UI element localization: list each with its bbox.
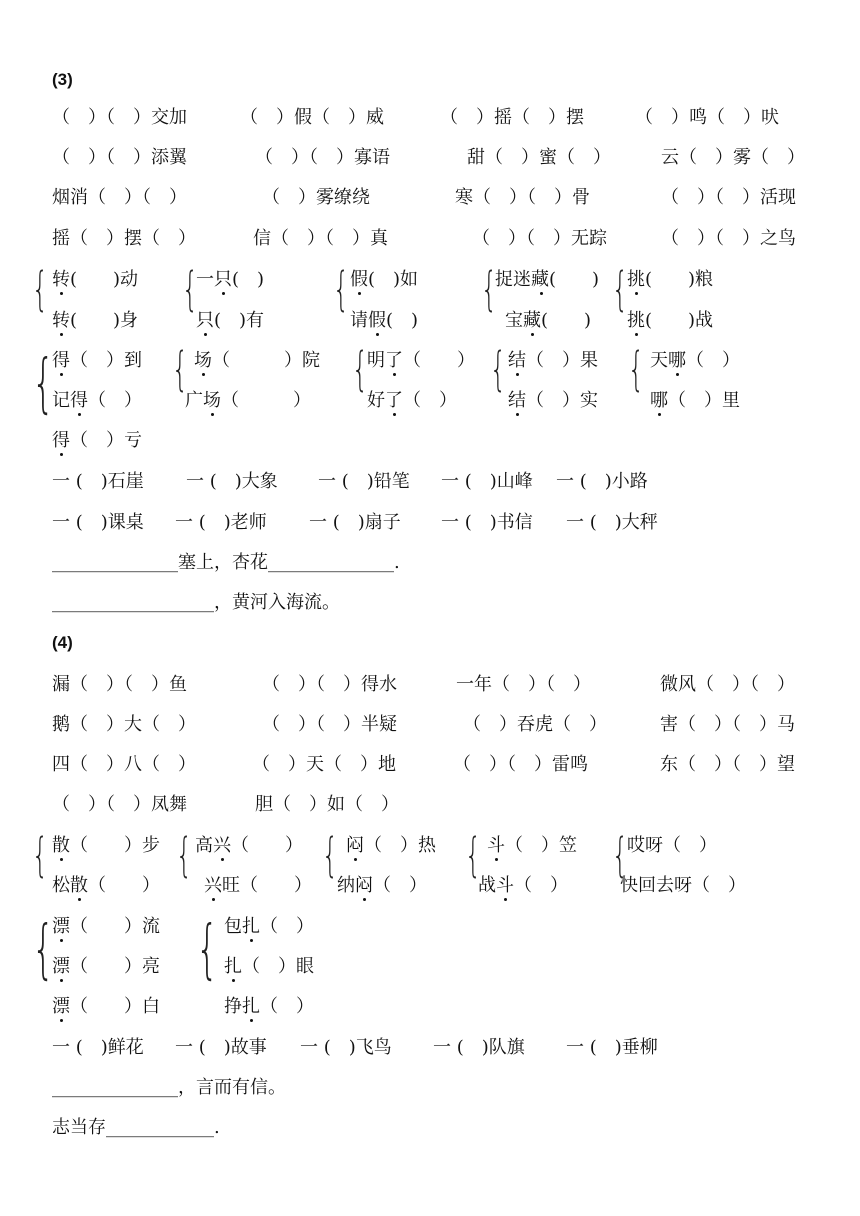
- emphasis-dot: [78, 898, 81, 901]
- idiom-item: （ ）鸣（ ）吠: [635, 107, 779, 128]
- polyphone-item: 天哪（ ）: [650, 350, 740, 371]
- emphasis-dot: [232, 979, 235, 982]
- brace: {: [32, 828, 49, 882]
- measure-word-item: 一 ( )大象: [186, 471, 278, 492]
- polyphone-item: 哪（ ）里: [650, 390, 740, 411]
- idiom-item: 摇（ ）摆（ ）: [52, 228, 196, 249]
- polyphone-item: 扎（ ）眼: [224, 956, 314, 977]
- poem-fill-line: 志当存____________.: [52, 1117, 220, 1138]
- brace: {: [322, 828, 339, 882]
- measure-word-item: 一 ( )垂柳: [566, 1037, 658, 1058]
- measure-word-item: 一 ( )大秤: [566, 512, 658, 533]
- polyphone-item: 明了（ ）: [367, 350, 475, 371]
- brace: {: [481, 262, 498, 316]
- polyphone-item: 快回去呀（ ）: [620, 875, 746, 896]
- brace: {: [352, 342, 369, 396]
- brace: {: [628, 342, 645, 396]
- emphasis-dot: [204, 333, 207, 336]
- section-4-label: (4): [52, 633, 73, 652]
- polyphone-item: 捉迷藏( ): [495, 269, 600, 290]
- measure-word-item: 一 ( )书信: [441, 512, 533, 533]
- emphasis-dot: [60, 292, 63, 295]
- polyphone-item: 好了（ ）: [367, 390, 457, 411]
- idiom-item: （ ）（ ）无踪: [472, 228, 607, 249]
- brace: {: [465, 828, 482, 882]
- emphasis-dot: [60, 333, 63, 336]
- emphasis-dot: [540, 292, 543, 295]
- emphasis-dot: [495, 858, 498, 861]
- emphasis-dot: [504, 898, 507, 901]
- section-3-label: (3): [52, 70, 73, 89]
- emphasis-dot: [60, 979, 63, 982]
- polyphone-item: 得（ ）亏: [52, 430, 142, 451]
- polyphone-item: 只( )有: [196, 310, 265, 331]
- brace: {: [333, 262, 350, 316]
- emphasis-dot: [658, 413, 661, 416]
- emphasis-dot: [516, 373, 519, 376]
- emphasis-dot: [376, 333, 379, 336]
- idiom-item: （ ）雾缭绕: [262, 187, 370, 208]
- polyphone-item: 记得（ ）: [52, 390, 142, 411]
- idiom-item: 甜（ ）蜜（ ）: [467, 147, 611, 168]
- emphasis-dot: [250, 1019, 253, 1022]
- idiom-item: 胆（ ）如（ ）: [255, 794, 399, 815]
- emphasis-dot: [202, 373, 205, 376]
- polyphone-item: 纳闷（ ）: [337, 875, 427, 896]
- emphasis-dot: [354, 858, 357, 861]
- emphasis-dot: [358, 292, 361, 295]
- polyphone-item: 挣扎（ ）: [224, 996, 314, 1017]
- idiom-item: 漏（ ）（ ）鱼: [52, 674, 187, 695]
- polyphone-item: 转( )动: [52, 269, 139, 290]
- polyphone-item: 高兴（ ）: [195, 835, 303, 856]
- poem-fill-line: __________________，黄河入海流。: [52, 592, 340, 613]
- polyphone-item: 宝藏( ): [505, 310, 592, 331]
- polyphone-item: 哎呀（ ）: [627, 835, 717, 856]
- idiom-item: 烟消（ ）（ ）: [52, 187, 187, 208]
- brace: {: [612, 262, 629, 316]
- idiom-item: 寒（ ）（ ）骨: [455, 187, 590, 208]
- measure-word-item: 一 ( )扇子: [309, 512, 401, 533]
- poem-fill-line: ______________，言而有信。: [52, 1077, 286, 1098]
- polyphone-item: 结（ ）实: [508, 390, 598, 411]
- polyphone-item: 挑( )粮: [627, 269, 714, 290]
- emphasis-dot: [60, 939, 63, 942]
- idiom-item: （ ）（ ）交加: [52, 107, 187, 128]
- idiom-item: 东（ ）（ ）望: [660, 754, 795, 775]
- polyphone-item: 请假( ): [350, 310, 419, 331]
- idiom-item: （ ）假（ ）威: [240, 107, 384, 128]
- polyphone-item: 场（ ）院: [194, 350, 320, 371]
- emphasis-dot: [363, 898, 366, 901]
- idiom-item: （ ）摇（ ）摆: [440, 107, 584, 128]
- idiom-item: （ ）（ ）之鸟: [661, 228, 796, 249]
- emphasis-dot: [60, 1019, 63, 1022]
- measure-word-item: 一 ( )课桌: [52, 512, 144, 533]
- emphasis-dot: [78, 413, 81, 416]
- polyphone-item: 闷（ ）热: [346, 835, 436, 856]
- idiom-item: （ ）天（ ）地: [252, 754, 396, 775]
- idiom-item: 鹅（ ）大（ ）: [52, 714, 196, 735]
- polyphone-item: 散（ ）步: [52, 835, 160, 856]
- emphasis-dot: [635, 333, 638, 336]
- measure-word-item: 一 ( )鲜花: [52, 1037, 144, 1058]
- polyphone-item: 假( )如: [350, 269, 419, 290]
- brace: {: [490, 342, 507, 396]
- polyphone-item: 兴旺（ ）: [204, 875, 312, 896]
- polyphone-item: 战斗（ ）: [478, 875, 568, 896]
- idiom-item: 害（ ）（ ）马: [660, 714, 795, 735]
- idiom-item: （ ）（ ）凤舞: [52, 794, 187, 815]
- brace: {: [172, 342, 189, 396]
- emphasis-dot: [211, 413, 214, 416]
- polyphone-item: 漂（ ）亮: [52, 956, 160, 977]
- measure-word-item: 一 ( )故事: [175, 1037, 267, 1058]
- polyphone-item: 结（ ）果: [508, 350, 598, 371]
- emphasis-dot: [516, 413, 519, 416]
- brace: {: [182, 262, 199, 316]
- emphasis-dot: [60, 858, 63, 861]
- idiom-item: 一年（ ）（ ）: [456, 674, 591, 695]
- idiom-item: （ ）（ ）得水: [262, 674, 397, 695]
- brace: {: [32, 913, 55, 987]
- emphasis-dot: [222, 292, 225, 295]
- polyphone-item: 得（ ）到: [52, 350, 142, 371]
- idiom-item: 信（ ）（ ）真: [253, 228, 388, 249]
- emphasis-dot: [393, 413, 396, 416]
- idiom-item: （ ）吞虎（ ）: [463, 714, 607, 735]
- polyphone-item: 转( )身: [52, 310, 139, 331]
- polyphone-item: 一只( ): [196, 269, 265, 290]
- brace: {: [196, 913, 219, 987]
- idiom-item: （ ）（ ）寡语: [255, 147, 390, 168]
- idiom-item: 云（ ）雾（ ）: [661, 147, 805, 168]
- measure-word-item: 一 ( )飞鸟: [300, 1037, 392, 1058]
- polyphone-item: 广场（ ）: [185, 390, 311, 411]
- polyphone-item: 漂（ ）白: [52, 996, 160, 1017]
- emphasis-dot: [635, 292, 638, 295]
- emphasis-dot: [676, 373, 679, 376]
- brace: {: [32, 262, 49, 316]
- poem-fill-line: ______________塞上，杏花______________.: [52, 552, 400, 573]
- emphasis-dot: [212, 898, 215, 901]
- idiom-item: （ ）（ ）活现: [661, 187, 796, 208]
- emphasis-dot: [60, 453, 63, 456]
- polyphone-item: 松散（ ）: [52, 875, 160, 896]
- measure-word-item: 一 ( )老师: [175, 512, 267, 533]
- brace: {: [612, 828, 629, 882]
- idiom-item: 微风（ ）（ ）: [660, 674, 795, 695]
- measure-word-item: 一 ( )小路: [556, 471, 648, 492]
- emphasis-dot: [531, 333, 534, 336]
- polyphone-item: 斗（ ）笠: [487, 835, 577, 856]
- idiom-item: （ ）（ ）雷鸣: [453, 754, 588, 775]
- measure-word-item: 一 ( )石崖: [52, 471, 144, 492]
- brace: {: [176, 828, 193, 882]
- emphasis-dot: [221, 858, 224, 861]
- measure-word-item: 一 ( )队旗: [433, 1037, 525, 1058]
- polyphone-item: 漂（ ）流: [52, 916, 160, 937]
- polyphone-item: 包扎（ ）: [224, 916, 314, 937]
- measure-word-item: 一 ( )铅笔: [318, 471, 410, 492]
- polyphone-item: 挑( )战: [627, 310, 714, 331]
- emphasis-dot: [393, 373, 396, 376]
- idiom-item: （ ）（ ）半疑: [262, 714, 397, 735]
- emphasis-dot: [60, 373, 63, 376]
- measure-word-item: 一 ( )山峰: [441, 471, 533, 492]
- idiom-item: （ ）（ ）添翼: [52, 147, 187, 168]
- idiom-item: 四（ ）八（ ）: [52, 754, 196, 775]
- brace: {: [32, 347, 55, 421]
- emphasis-dot: [250, 939, 253, 942]
